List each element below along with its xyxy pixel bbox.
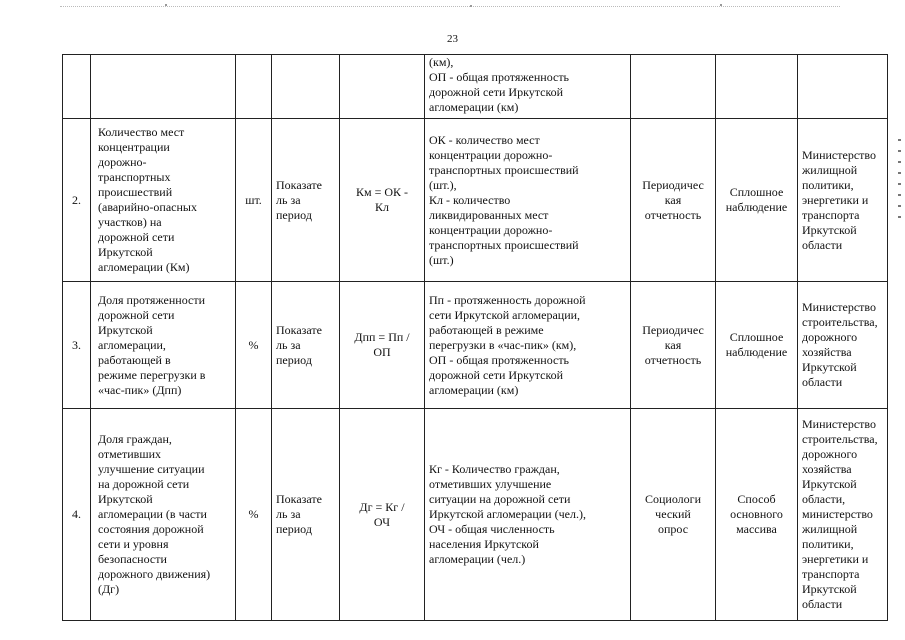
data-source-cell: Периодичес кая отчетность [631, 282, 716, 409]
data-source-cell [631, 55, 716, 119]
data-source-cell: Социологи ческий опрос [631, 409, 716, 621]
page-number: 23 [447, 33, 458, 45]
row-number-cell [63, 55, 91, 119]
scan-speck [165, 4, 167, 6]
row-number-cell: 2. [63, 119, 91, 282]
responsible-body-cell: Министерство строительства, дорожного хозяйства Иркутской области [798, 282, 888, 409]
scan-speck [720, 4, 722, 6]
table-row [63, 119, 888, 282]
indicators-table [62, 54, 888, 621]
formula-description-cell: ОК - количество мест концентрации дорожно- транспортных происшествий (шт.), Кл - количество ликвидированных мест концентрации дорожно- транспортных происшествий (шт.) [425, 119, 631, 282]
data-source-cell: Периодичес кая отчетность [631, 119, 716, 282]
table-row [63, 409, 888, 621]
formula-cell: Дг = Кг / ОЧ [340, 409, 425, 621]
collection-method-cell: Сплошное наблюдение [716, 282, 798, 409]
formula-description-cell: (км), ОП - общая протяженность дорожной сети Иркутской агломерации (км) [425, 55, 631, 119]
indicator-name-cell [91, 55, 236, 119]
unit-cell: % [236, 282, 272, 409]
indicator-name-cell: Доля протяженности дорожной сети Иркутской агломерации, работающей в режиме перегрузки в «час-пик» (Дпп) [91, 282, 236, 409]
formula-cell: Км = ОК - Кл [340, 119, 425, 282]
unit-cell [236, 55, 272, 119]
collection-method-cell: Сплошное наблюдение [716, 119, 798, 282]
collection-method-cell: Способ основного массива [716, 409, 798, 621]
indicator-type-cell: Показате ль за период [272, 282, 340, 409]
unit-cell: % [236, 409, 272, 621]
indicator-type-cell: Показате ль за период [272, 119, 340, 282]
table-row [63, 55, 888, 119]
indicator-type-cell [272, 55, 340, 119]
indicator-name-cell: Количество мест концентрации дорожно- транспортных происшествий (аварийно-опасных участков) на дорожной сети Иркутской агломерации (Км) [91, 119, 236, 282]
formula-cell [340, 55, 425, 119]
table-row [63, 282, 888, 409]
scan-top-rule [60, 6, 840, 7]
indicator-name-cell: Доля граждан, отметивших улучшение ситуации на дорожной сети Иркутской агломерации (в части состояния дорожной сети и уровня безопасности дорожного движения) (Дг) [91, 409, 236, 621]
responsible-body-cell [798, 55, 888, 119]
indicator-type-cell: Показате ль за период [272, 409, 340, 621]
formula-description-cell: Пп - протяженность дорожной сети Иркутской агломерации, работающей в режиме перегрузки в «час-пик» (км), ОП - общая протяженность дорожной сети Иркутской агломерации (км) [425, 282, 631, 409]
responsible-body-cell: Министерство жилищной политики, энергетики и транспорта Иркутской области [798, 119, 888, 282]
scan-speck [470, 5, 472, 7]
scan-edge-marks [897, 130, 903, 270]
unit-cell: шт. [236, 119, 272, 282]
collection-method-cell [716, 55, 798, 119]
row-number-cell: 3. [63, 282, 91, 409]
formula-cell: Дпп = Пп / ОП [340, 282, 425, 409]
row-number-cell: 4. [63, 409, 91, 621]
formula-description-cell: Кг - Количество граждан, отметивших улучшение ситуации на дорожной сети Иркутской агломерации (чел.), ОЧ - общая численность населения Иркутской агломерации (чел.) [425, 409, 631, 621]
responsible-body-cell: Министерство строительства, дорожного хозяйства Иркутской области, министерство жилищной политики, энергетики и транспорта Иркутской области [798, 409, 888, 621]
